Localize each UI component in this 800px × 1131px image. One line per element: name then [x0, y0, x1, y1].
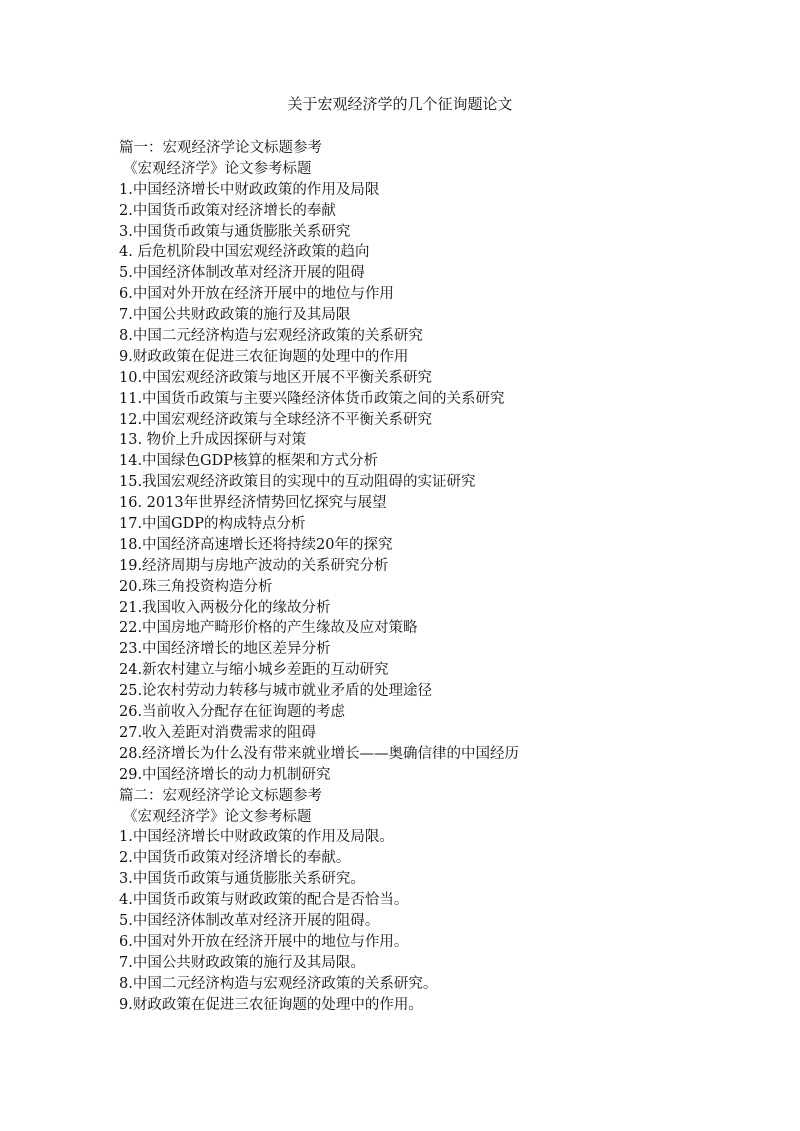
list-item: 8.中国二元经济构造与宏观经济政策的关系研究。	[119, 975, 438, 992]
list-item: 6.中国对外开放在经济开展中的地位与作用	[119, 286, 394, 303]
list-item: 25.论农村劳动力转移与城市就业矛盾的处理途径	[119, 683, 433, 700]
list-item: 29.中国经济增长的动力机制研究	[119, 766, 331, 783]
list-item: 5.中国经济体制改革对经济开展的阻碍	[119, 265, 365, 282]
list-item: 1.中国经济增长中财政政策的作用及局限	[119, 181, 380, 198]
list-item: 6.中国对外开放在经济开展中的地位与作用。	[119, 933, 409, 950]
list-item: 7.中国公共财政政策的施行及其局限。	[119, 954, 365, 971]
list-item: 7.中国公共财政政策的施行及其局限	[119, 307, 351, 324]
list-item: 9.财政政策在促进三农征询题的处理中的作用。	[119, 996, 423, 1013]
list-item: 9.财政政策在促进三农征询题的处理中的作用	[119, 348, 409, 365]
list-item: 12.中国宏观经济政策与全球经济不平衡关系研究	[119, 411, 433, 428]
list-item: 3.中国货币政策与通货膨胀关系研究。	[119, 871, 365, 888]
list-item: 10.中国宏观经济政策与地区开展不平衡关系研究	[119, 369, 433, 386]
list-item: 2.中国货币政策对经济增长的奉献。	[119, 850, 351, 867]
document-title: 关于宏观经济学的几个征询题论文	[287, 95, 513, 113]
section-2-subheading: 《宏观经济学》论文参考标题	[123, 808, 312, 825]
section-2-heading: 篇二：宏观经济学论文标题参考	[119, 787, 322, 804]
list-item: 28.经济增长为什么没有带来就业增长——奥确信律的中国经历	[119, 745, 520, 762]
list-item: 20.珠三角投资构造分析	[119, 578, 273, 595]
list-item: 5.中国经济体制改革对经济开展的阻碍。	[119, 912, 380, 929]
section-1-heading: 篇一：宏观经济学论文标题参考	[119, 140, 322, 156]
section-1-item-list	[119, 180, 759, 786]
section-2-item-list	[119, 827, 759, 1015]
list-item: 24.新农村建立与缩小城乡差距的互动研究	[119, 662, 389, 679]
list-item: 26.当前收入分配存在征询题的考虑	[119, 704, 346, 721]
list-item: 16. 2013年世界经济情势回忆探究与展望	[119, 495, 387, 512]
section-2	[119, 786, 759, 1016]
section-1	[119, 138, 759, 786]
section-1-subheading: 《宏观经济学》论文参考标题	[123, 160, 312, 177]
list-item: 15.我国宏观经济政策目的实现中的互动阻碍的实证研究	[119, 474, 476, 491]
list-item: 21.我国收入两极分化的缘故分析	[119, 599, 331, 616]
list-item: 17.中国GDP的构成特点分析	[119, 516, 306, 533]
list-item: 2.中国货币政策对经济增长的奉献	[119, 202, 336, 219]
list-item: 14.中国绿色GDP核算的框架和方式分析	[119, 453, 379, 470]
list-item: 1.中国经济增长中财政政策的作用及局限。	[119, 829, 394, 846]
list-item: 11.中国货币政策与主要兴隆经济体货币政策之间的关系研究	[119, 390, 505, 407]
list-item: 27.收入差距对消费需求的阻碍	[119, 724, 317, 741]
list-item: 4.中国货币政策与财政政策的配合是否恰当。	[119, 892, 409, 909]
list-item: 8.中国二元经济构造与宏观经济政策的关系研究	[119, 328, 423, 345]
list-item: 23.中国经济增长的地区差异分析	[119, 641, 331, 658]
list-item: 19.经济周期与房地产波动的关系研究分析	[119, 557, 389, 574]
list-item: 22.中国房地产畸形价格的产生缘故及应对策略	[119, 620, 418, 637]
list-item: 3.中国货币政策与通货膨胀关系研究	[119, 223, 351, 240]
list-item: 13. 物价上升成因探研与对策	[119, 432, 307, 449]
list-item: 18.中国经济高速增长还将持续20年的探究	[119, 536, 393, 553]
list-item: 4. 后危机阶段中国宏观经济政策的趋向	[119, 244, 370, 261]
document-body	[119, 138, 759, 1015]
